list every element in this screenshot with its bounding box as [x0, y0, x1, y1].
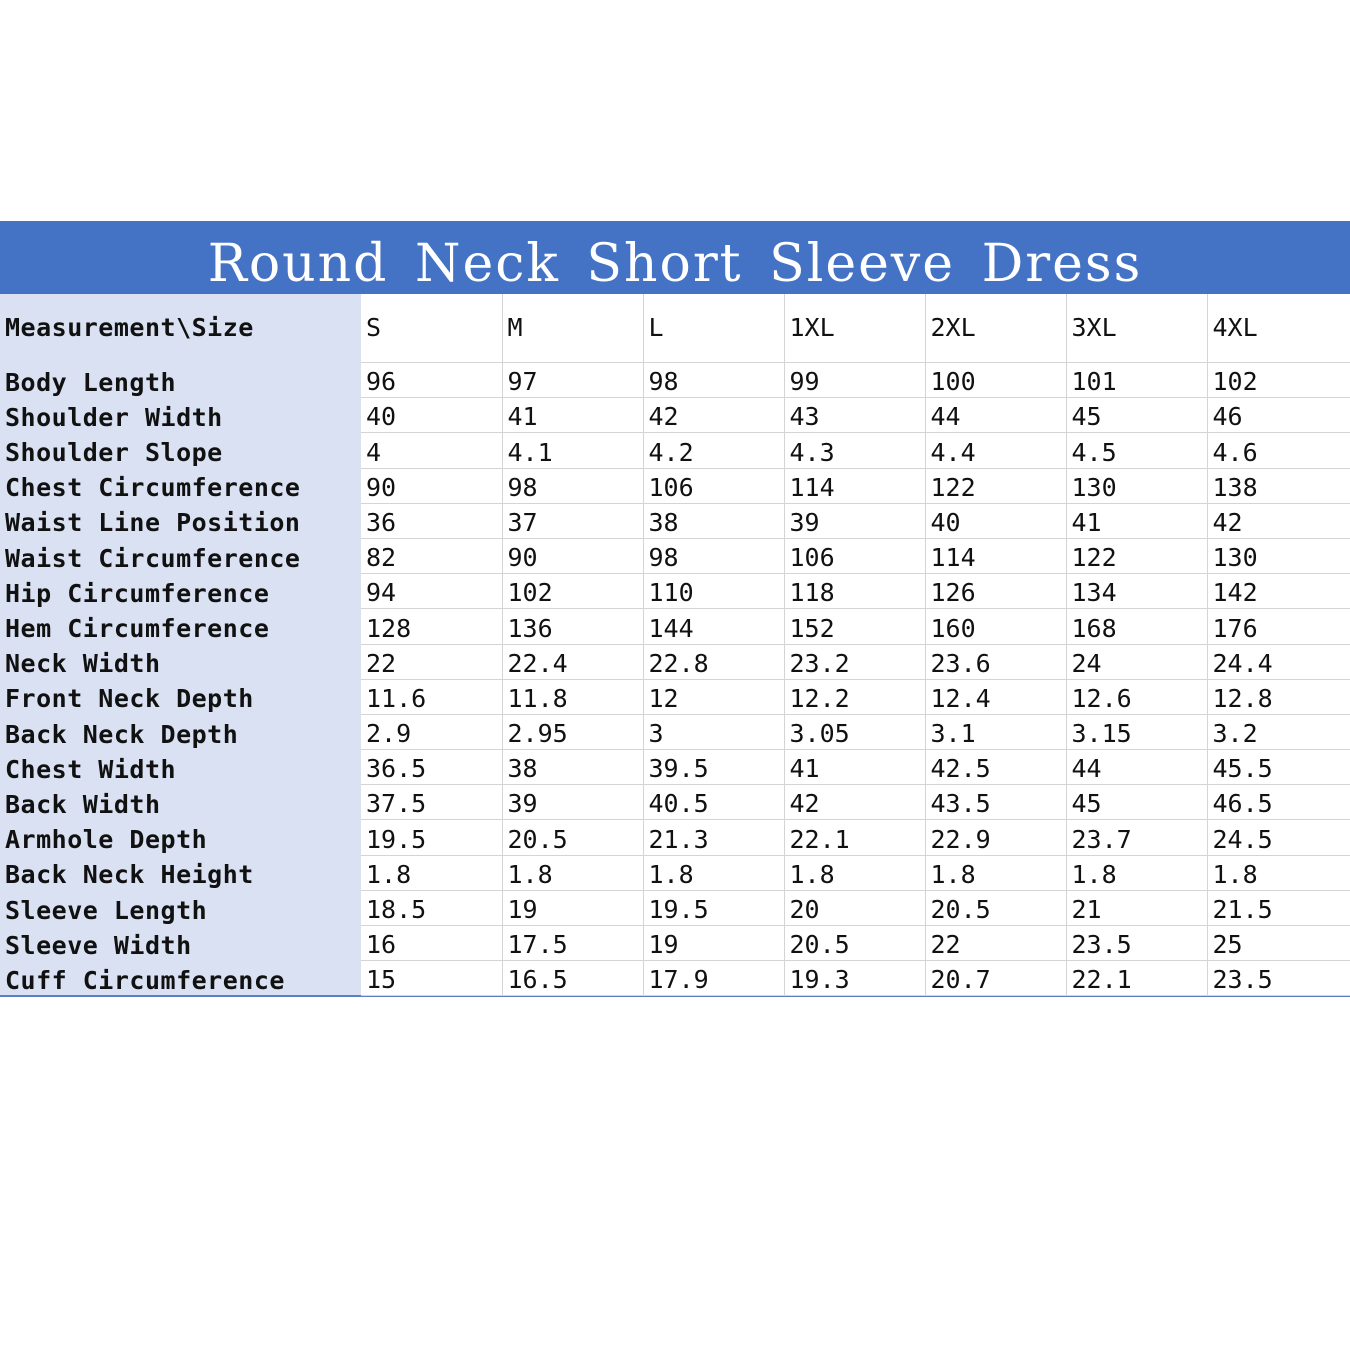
measurement-value: 122 — [925, 468, 1066, 503]
measurement-value: 101 — [1066, 363, 1207, 398]
measurement-value: 19 — [502, 890, 643, 925]
measurement-label: Chest Circumference — [5, 473, 301, 503]
measurement-label: Shoulder Width — [5, 402, 223, 432]
measurement-value: 4.5 — [1066, 433, 1207, 468]
measurement-value: 39.5 — [643, 750, 784, 785]
measurement-value: 24.5 — [1207, 820, 1350, 855]
header-row — [0, 294, 1350, 363]
measurement-value: 3.05 — [784, 714, 925, 749]
measurement-value: 16.5 — [502, 961, 643, 996]
measurement-value: 20.5 — [925, 890, 1066, 925]
measurement-value: 1.8 — [1207, 855, 1350, 890]
measurement-value: 1.8 — [502, 855, 643, 890]
measurement-value: 45.5 — [1207, 750, 1350, 785]
measurement-value: 106 — [784, 538, 925, 573]
measurement-label: Sleeve Length — [5, 895, 208, 925]
measurement-value: 128 — [361, 609, 502, 644]
measurement-value: 130 — [1207, 538, 1350, 573]
measurement-value: 97 — [502, 363, 643, 398]
measurement-value: 130 — [1066, 468, 1207, 503]
measurement-value: 24.4 — [1207, 644, 1350, 679]
measurement-label: Hem Circumference — [5, 614, 270, 643]
table-row — [0, 785, 1350, 820]
table-row — [0, 855, 1350, 890]
measurement-value: 19.5 — [361, 820, 502, 855]
measurement-value: 118 — [784, 574, 925, 609]
measurement-value: 152 — [784, 609, 925, 644]
measurement-value: 25 — [1207, 926, 1350, 961]
measurement-value: 23.2 — [784, 644, 925, 679]
table-row — [0, 750, 1350, 785]
measurement-label: Waist Line Position — [5, 508, 301, 538]
corner-header: Measurement\Size — [5, 313, 254, 343]
measurement-value: 36 — [361, 503, 502, 538]
table-row — [0, 503, 1350, 538]
measurement-value: 160 — [925, 609, 1066, 644]
measurement-label: Back Neck Height — [5, 860, 254, 890]
measurement-label: Back Neck Depth — [5, 719, 239, 749]
measurement-value: 1.8 — [361, 855, 502, 890]
measurement-value: 36.5 — [361, 750, 502, 785]
measurement-label: Shoulder Slope — [5, 438, 223, 468]
size-header: S — [361, 294, 502, 363]
measurement-value: 46.5 — [1207, 785, 1350, 820]
measurement-value: 4 — [361, 433, 502, 468]
measurement-value: 3.15 — [1066, 714, 1207, 749]
measurement-value: 102 — [1207, 363, 1350, 398]
measurement-value: 12.6 — [1066, 679, 1207, 714]
measurement-value: 20.7 — [925, 961, 1066, 996]
measurement-value: 114 — [784, 468, 925, 503]
measurement-value: 17.5 — [502, 926, 643, 961]
measurement-value: 4.6 — [1207, 433, 1350, 468]
measurement-value: 37.5 — [361, 785, 502, 820]
measurement-value: 134 — [1066, 574, 1207, 609]
measurement-value: 4.3 — [784, 433, 925, 468]
table-row — [0, 714, 1350, 749]
size-chart — [0, 221, 1350, 997]
measurement-value: 142 — [1207, 574, 1350, 609]
measurement-value: 11.8 — [502, 679, 643, 714]
table-row — [0, 538, 1350, 573]
measurement-value: 12 — [643, 679, 784, 714]
measurement-label: Body Length — [5, 367, 177, 397]
measurement-value: 17.9 — [643, 961, 784, 996]
measurement-value: 136 — [502, 609, 643, 644]
measurement-value: 99 — [784, 363, 925, 398]
measurement-value: 102 — [502, 574, 643, 609]
measurement-value: 90 — [502, 538, 643, 573]
measurement-value: 23.6 — [925, 644, 1066, 679]
measurement-label: Back Width — [5, 789, 161, 819]
measurement-value: 38 — [643, 503, 784, 538]
measurement-value: 46 — [1207, 398, 1350, 433]
measurement-value: 98 — [643, 363, 784, 398]
measurement-value: 20 — [784, 890, 925, 925]
measurement-value: 38 — [502, 750, 643, 785]
measurement-value: 22 — [361, 644, 502, 679]
measurement-value: 45 — [1066, 398, 1207, 433]
measurement-value: 23.5 — [1066, 926, 1207, 961]
table-row — [0, 644, 1350, 679]
measurement-value: 1.8 — [1066, 855, 1207, 890]
size-header: M — [502, 294, 643, 363]
measurement-value: 12.8 — [1207, 679, 1350, 714]
measurement-value: 98 — [643, 538, 784, 573]
measurement-value: 144 — [643, 609, 784, 644]
table-row — [0, 679, 1350, 714]
measurement-label: Chest Width — [5, 754, 177, 784]
measurement-value: 4.4 — [925, 433, 1066, 468]
measurement-value: 43.5 — [925, 785, 1066, 820]
table-row — [0, 820, 1350, 855]
measurement-value: 98 — [502, 468, 643, 503]
measurement-value: 114 — [925, 538, 1066, 573]
table-row — [0, 609, 1350, 644]
measurement-value: 19.5 — [643, 890, 784, 925]
size-header: L — [643, 294, 784, 363]
size-header: 4XL — [1207, 294, 1350, 363]
measurement-value: 22.9 — [925, 820, 1066, 855]
measurement-value: 3.2 — [1207, 714, 1350, 749]
measurement-label: Cuff Circumference — [5, 965, 285, 995]
measurement-value: 2.9 — [361, 714, 502, 749]
measurement-value: 40 — [925, 503, 1066, 538]
measurement-value: 22.8 — [643, 644, 784, 679]
measurement-value: 41 — [1066, 503, 1207, 538]
measurement-value: 40 — [361, 398, 502, 433]
measurement-value: 94 — [361, 574, 502, 609]
measurement-value: 42 — [784, 785, 925, 820]
measurement-value: 1.8 — [784, 855, 925, 890]
table-row — [0, 926, 1350, 961]
measurement-value: 15 — [361, 961, 502, 996]
measurement-value: 21 — [1066, 890, 1207, 925]
measurement-value: 23.5 — [1207, 961, 1350, 996]
table-row — [0, 890, 1350, 925]
measurement-value: 21.3 — [643, 820, 784, 855]
measurement-value: 22.4 — [502, 644, 643, 679]
measurement-value: 4.2 — [643, 433, 784, 468]
measurement-value: 12.4 — [925, 679, 1066, 714]
measurement-value: 90 — [361, 468, 502, 503]
measurement-value: 2.95 — [502, 714, 643, 749]
measurement-label: Neck Width — [5, 649, 161, 679]
measurement-value: 122 — [1066, 538, 1207, 573]
measurement-value: 24 — [1066, 644, 1207, 679]
measurement-value: 40.5 — [643, 785, 784, 820]
measurement-value: 18.5 — [361, 890, 502, 925]
measurement-value: 168 — [1066, 609, 1207, 644]
measurement-value: 100 — [925, 363, 1066, 398]
measurement-value: 37 — [502, 503, 643, 538]
measurement-value: 3.1 — [925, 714, 1066, 749]
measurement-label: Armhole Depth — [5, 825, 208, 855]
measurement-value: 44 — [925, 398, 1066, 433]
measurement-value: 96 — [361, 363, 502, 398]
table-row — [0, 574, 1350, 609]
measurement-value: 42 — [643, 398, 784, 433]
measurement-value: 3 — [643, 714, 784, 749]
measurement-value: 82 — [361, 538, 502, 573]
size-header: 1XL — [784, 294, 925, 363]
size-header: 2XL — [925, 294, 1066, 363]
measurement-value: 19 — [643, 926, 784, 961]
measurement-value: 126 — [925, 574, 1066, 609]
size-header: 3XL — [1066, 294, 1207, 363]
chart-title: Round Neck Short Sleeve Dress — [0, 221, 1350, 294]
measurement-value: 1.8 — [643, 855, 784, 890]
measurement-value: 4.1 — [502, 433, 643, 468]
measurement-value: 20.5 — [502, 820, 643, 855]
measurement-value: 176 — [1207, 609, 1350, 644]
measurement-value: 41 — [502, 398, 643, 433]
table-row — [0, 398, 1350, 433]
measurement-label: Sleeve Width — [5, 930, 192, 960]
measurement-value: 42 — [1207, 503, 1350, 538]
measurement-value: 44 — [1066, 750, 1207, 785]
measurement-value: 23.7 — [1066, 820, 1207, 855]
table-body — [0, 294, 1350, 996]
measurement-value: 45 — [1066, 785, 1207, 820]
table-row — [0, 433, 1350, 468]
table-row — [0, 363, 1350, 398]
measurement-value: 11.6 — [361, 679, 502, 714]
measurement-value: 39 — [502, 785, 643, 820]
table-row — [0, 961, 1350, 996]
measurement-value: 138 — [1207, 468, 1350, 503]
measurement-value: 1.8 — [925, 855, 1066, 890]
measurement-value: 39 — [784, 503, 925, 538]
table-row — [0, 468, 1350, 503]
measurement-value: 43 — [784, 398, 925, 433]
measurement-value: 22.1 — [1066, 961, 1207, 996]
measurement-label: Front Neck Depth — [5, 684, 254, 714]
measurement-value: 41 — [784, 750, 925, 785]
measurement-value: 21.5 — [1207, 890, 1350, 925]
measurement-label: Hip Circumference — [5, 578, 270, 608]
measurement-value: 12.2 — [784, 679, 925, 714]
measurement-value: 19.3 — [784, 961, 925, 996]
size-table — [0, 294, 1350, 996]
measurement-value: 16 — [361, 926, 502, 961]
measurement-value: 106 — [643, 468, 784, 503]
measurement-value: 110 — [643, 574, 784, 609]
measurement-value: 42.5 — [925, 750, 1066, 785]
measurement-value: 22 — [925, 926, 1066, 961]
measurement-value: 20.5 — [784, 926, 925, 961]
measurement-value: 22.1 — [784, 820, 925, 855]
measurement-label: Waist Circumference — [5, 543, 301, 573]
